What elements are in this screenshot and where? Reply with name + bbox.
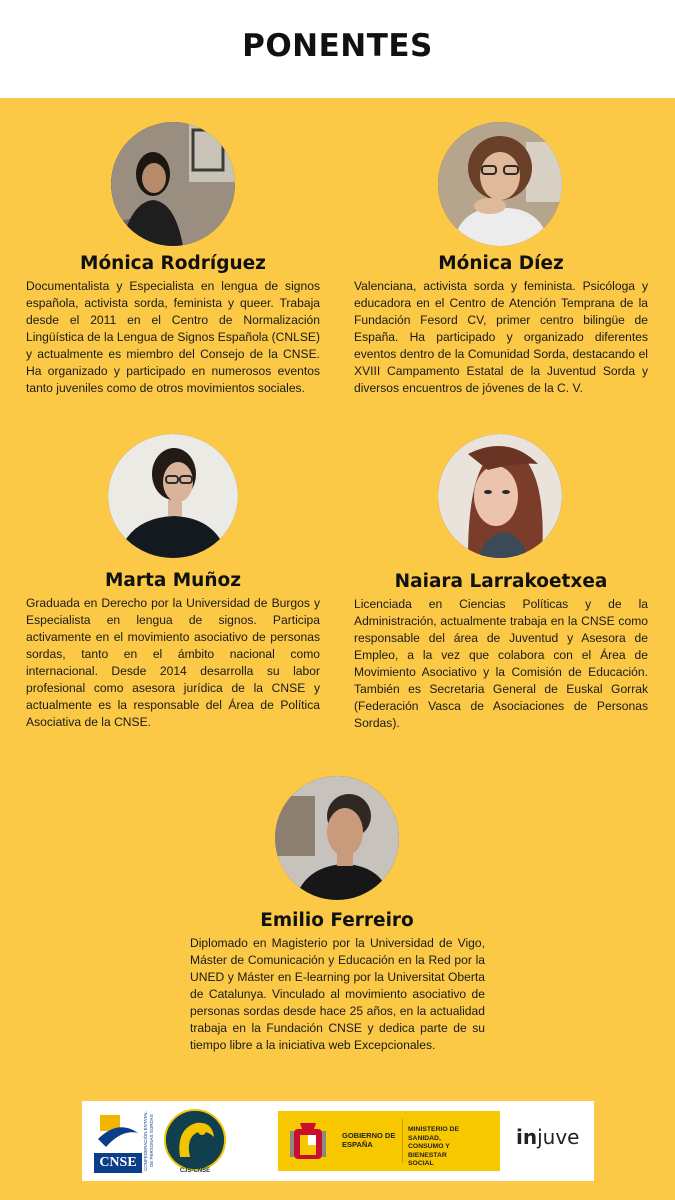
speaker-photo: [438, 434, 562, 558]
coat-of-arms-icon: [290, 1119, 326, 1163]
speaker-name: Mónica Rodríguez: [80, 253, 266, 274]
speaker-photo: [111, 122, 235, 246]
injuve-logo-rest: juve: [537, 1125, 580, 1149]
cjs-cnse-logo: [164, 1109, 226, 1171]
cnse-vertical-text: CONFEDERACIÓN ESTATAL DE PERSONAS SORDAS: [143, 1111, 154, 1171]
page-title: PONENTES: [242, 28, 433, 64]
speaker-name: Mónica Díez: [438, 253, 564, 274]
speaker-bio: Licenciada en Ciencias Políticas y de la Administración, actualmente trabaja en la CNSE como responsable del área de Juventud y Asesora de Empleo, a la vez que colabora con el Área de Movimiento Asociativo y la Comisión de Educación. También es Secretaria General de Euskal Gorrak (Federación Vasca de Asociaciones de Personas Sordas).: [354, 597, 648, 730]
ministerio-text: MINISTERIO DE SANIDAD, CONSUMO Y BIENESTAR SOCIAL: [408, 1126, 459, 1167]
gobierno-text: GOBIERNO DE ESPAÑA: [342, 1131, 396, 1149]
speaker-bio: Graduada en Derecho por la Universidad de Burgos y Especialista en lengua de signos. Participa activamente en el movimiento asociativo de personas sordas, tanto en el ámbito nacional como internacional. Desde 2014 desarrolla su labor profesional como asesora jurídica de la CNSE y actualmente es la responsable del Área de Política Asociativa de la CNSE.: [26, 596, 320, 729]
speaker-bio: Valenciana, activista sorda y feminista. Psicóloga y educadora en el Centro de Atención Temprana de la Fundación Fesord CV, primer centro bilingüe de España. Ha participado y organizado diferentes eventos dentro de la Comunidad Sorda, destacando el XVIII Campamento Estatal de la Juventud Sorda y diversos encuentros de jóvenes de la C. V.: [354, 279, 648, 395]
speaker-photo: [275, 776, 399, 900]
header: [0, 0, 675, 98]
speaker-name: Marta Muñoz: [104, 570, 241, 591]
cjs-mark-icon: [166, 1111, 224, 1169]
divider: [402, 1119, 403, 1163]
cnse-logo: [94, 1109, 156, 1173]
gobierno-logo: [278, 1111, 474, 1171]
speaker-name: Emilio Ferreiro: [260, 910, 414, 931]
portrait-image: [111, 122, 235, 246]
portrait-image: [275, 776, 399, 900]
portrait-image: [438, 434, 562, 558]
speaker-bio: Documentalista y Especialista en lengua de signos española, activista sorda, feminista y queer. Trabaja desde el 2011 en el Centro de Normalización Lingüística de la Lengua de Signos Española (CNLSE) y actualmente es miembro del Consejo de la CNSE. Ha organizado y participado en numerosos eventos tanto juveniles como de otros movimientos sociales.: [26, 279, 320, 395]
speaker-bio: Diplomado en Magisterio por la Universidad de Vigo, Máster de Comunicación y Educación en la Red por la UNED y Máster en E-learning por la Universitat Oberta de Catalunya. Vinculado al movimiento asociativo de personas sordas desde hace 25 años, en la actualidad trabaja en la Fundación CNSE y dedica parte de su tiempo libre a la iniciativa web Excepcionales.: [190, 936, 485, 1052]
speaker-photo: [438, 122, 562, 246]
portrait-image: [438, 122, 562, 246]
cnse-mark-icon: [94, 1109, 142, 1153]
cjs-label: CJS-CNSE: [179, 1168, 211, 1174]
sponsor-logos: [82, 1101, 594, 1181]
speaker-photo: [108, 434, 238, 558]
injuve-logo-bold: in: [516, 1125, 538, 1149]
speaker-name: Naiara Larrakoetxea: [394, 571, 608, 592]
cnse-text: CNSE: [94, 1153, 142, 1173]
injuve-logo: [516, 1125, 579, 1149]
gobierno-logo-tail: [474, 1111, 500, 1171]
portrait-image: [108, 434, 238, 558]
